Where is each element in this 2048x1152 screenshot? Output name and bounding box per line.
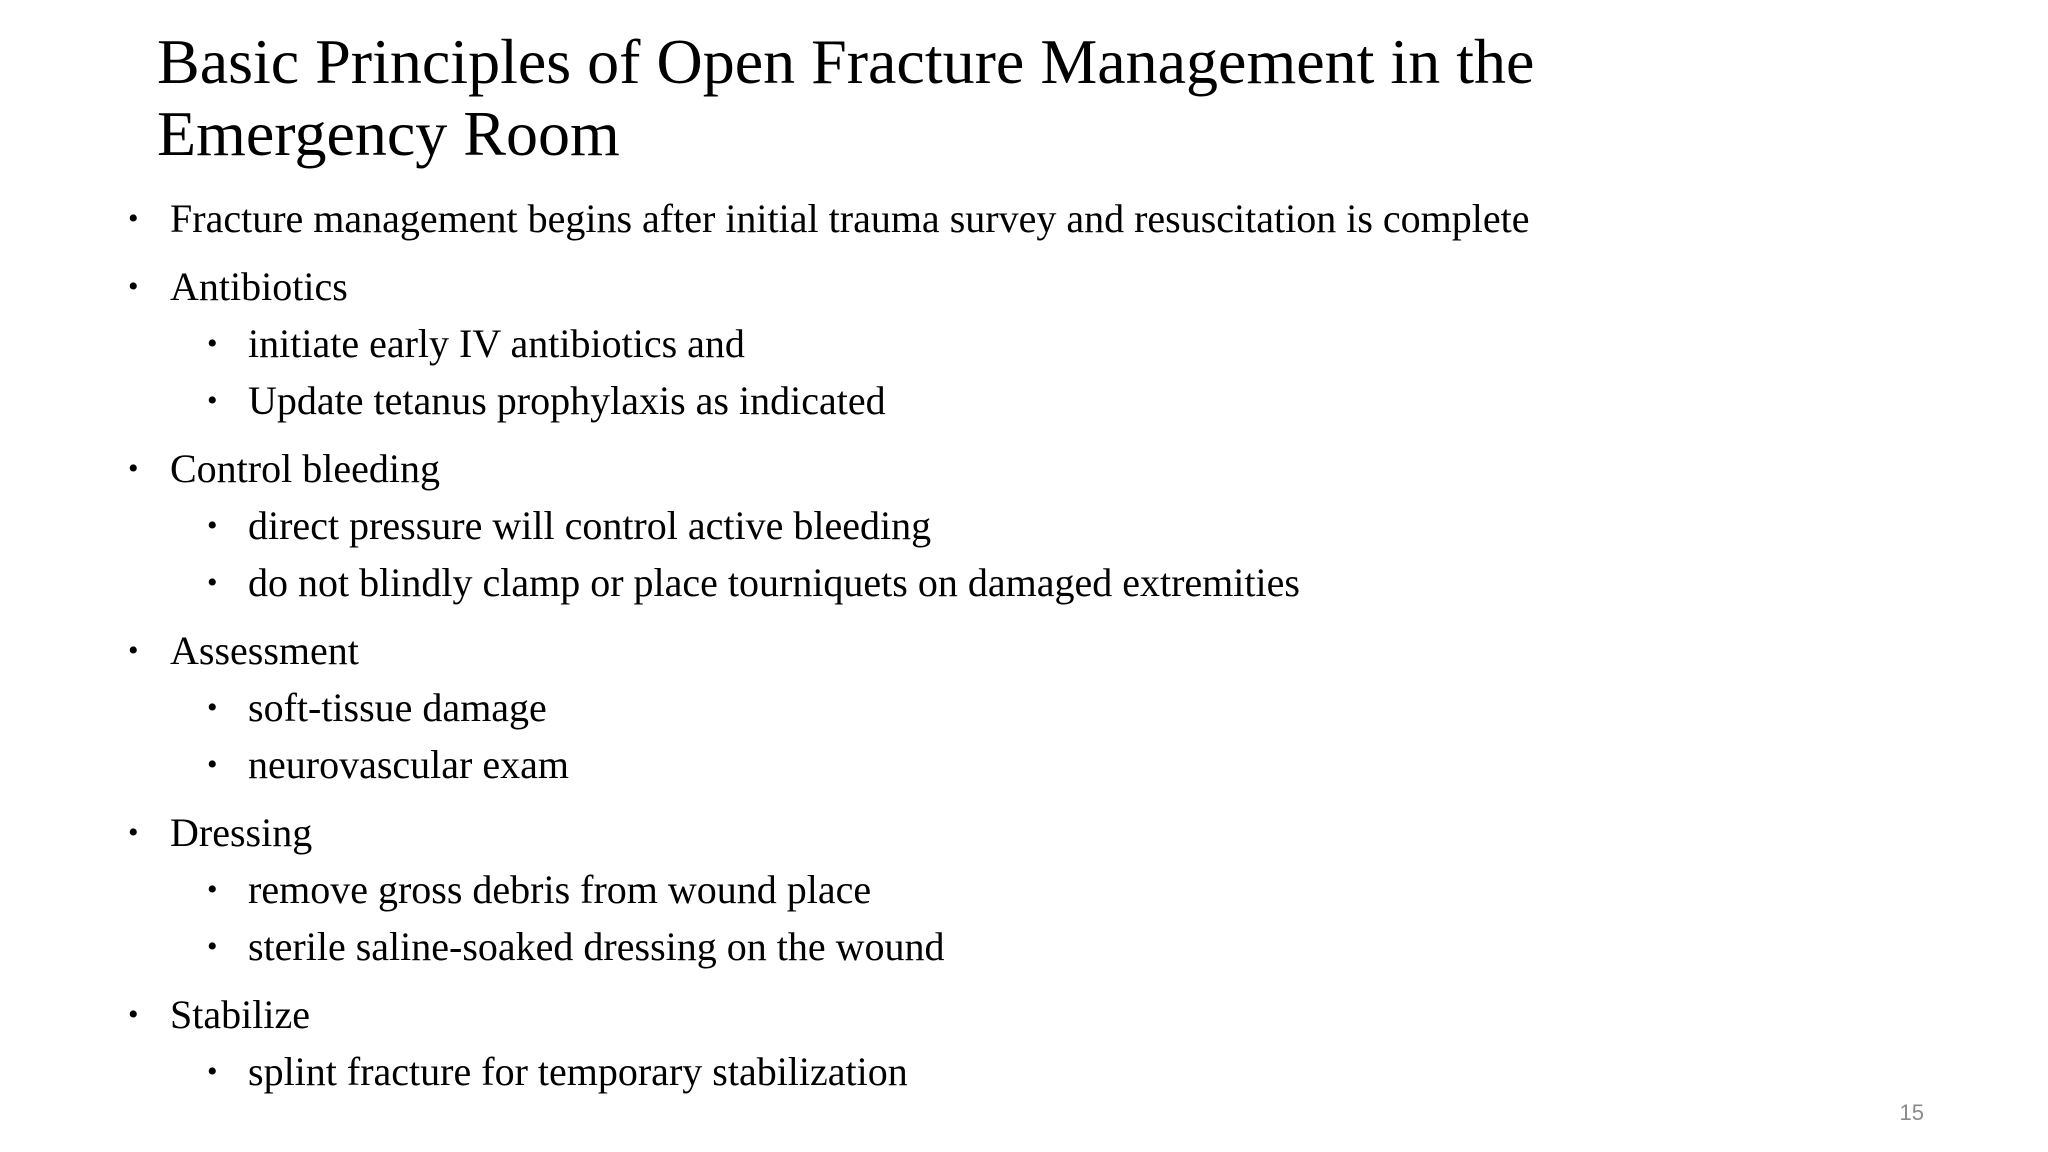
- bullet-marker: •: [128, 998, 139, 1031]
- slide-title-line-1: Basic Principles of Open Fracture Management in the: [157, 26, 1535, 97]
- bullet-marker: •: [128, 452, 139, 485]
- bullet-item: [0, 190, 1900, 247]
- sub-bullet-item: [0, 679, 1900, 736]
- bullet-item: [0, 258, 1900, 315]
- bullet-marker: •: [128, 202, 139, 235]
- sub-bullet-text: sterile saline-soaked dressing on the wound: [248, 924, 945, 969]
- sub-bullet-item: [0, 918, 1900, 975]
- sub-bullet-text: splint fracture for temporary stabilization: [248, 1049, 908, 1094]
- bullet-text: Stabilize: [170, 992, 310, 1037]
- sub-bullet-item: [0, 861, 1900, 918]
- sub-bullet-marker: •: [207, 873, 218, 906]
- sub-bullet-marker: •: [207, 691, 218, 724]
- slide-title-line-2: Emergency Room: [157, 98, 620, 169]
- bullet-marker: •: [128, 816, 139, 849]
- sub-bullet-marker: •: [207, 384, 218, 417]
- bullet-text: Assessment: [170, 628, 359, 673]
- sub-bullet-item: [0, 736, 1900, 793]
- bullet-text: Control bleeding: [170, 446, 440, 491]
- bullet-text: Antibiotics: [170, 264, 348, 309]
- sub-bullet-text: Update tetanus prophylaxis as indicated: [248, 378, 886, 423]
- sub-bullet-item: [0, 554, 1900, 611]
- sub-bullet-marker: •: [207, 748, 218, 781]
- bullet-text: Dressing: [170, 810, 313, 855]
- sub-bullet-marker: •: [207, 327, 218, 360]
- sub-bullet-marker: •: [207, 930, 218, 963]
- bullet-list: [0, 190, 1900, 1100]
- bullet-item: [0, 804, 1900, 861]
- sub-bullet-item: [0, 315, 1900, 372]
- sub-bullet-item: [0, 1043, 1900, 1100]
- sub-bullet-item: [0, 497, 1900, 554]
- bullet-item: [0, 986, 1900, 1043]
- bullet-marker: •: [128, 634, 139, 667]
- sub-bullet-marker: •: [207, 566, 218, 599]
- sub-bullet-marker: •: [207, 509, 218, 542]
- sub-bullet-marker: •: [207, 1055, 218, 1088]
- slide-title: [157, 26, 1857, 170]
- page-number: 15: [1899, 1100, 1924, 1125]
- bullet-text: Fracture management begins after initial trauma survey and resuscitation is complete: [170, 196, 1530, 241]
- sub-bullet-text: neurovascular exam: [248, 742, 569, 787]
- bullet-marker: •: [128, 270, 139, 303]
- sub-bullet-item: [0, 372, 1900, 429]
- sub-bullet-text: direct pressure will control active bleeding: [248, 503, 932, 548]
- sub-bullet-text: do not blindly clamp or place tourniquets on damaged extremities: [248, 560, 1300, 605]
- sub-bullet-text: initiate early IV antibiotics and: [248, 321, 745, 366]
- bullet-item: [0, 440, 1900, 497]
- sub-bullet-text: soft-tissue damage: [248, 685, 547, 730]
- bullet-item: [0, 622, 1900, 679]
- sub-bullet-text: remove gross debris from wound place: [248, 867, 872, 912]
